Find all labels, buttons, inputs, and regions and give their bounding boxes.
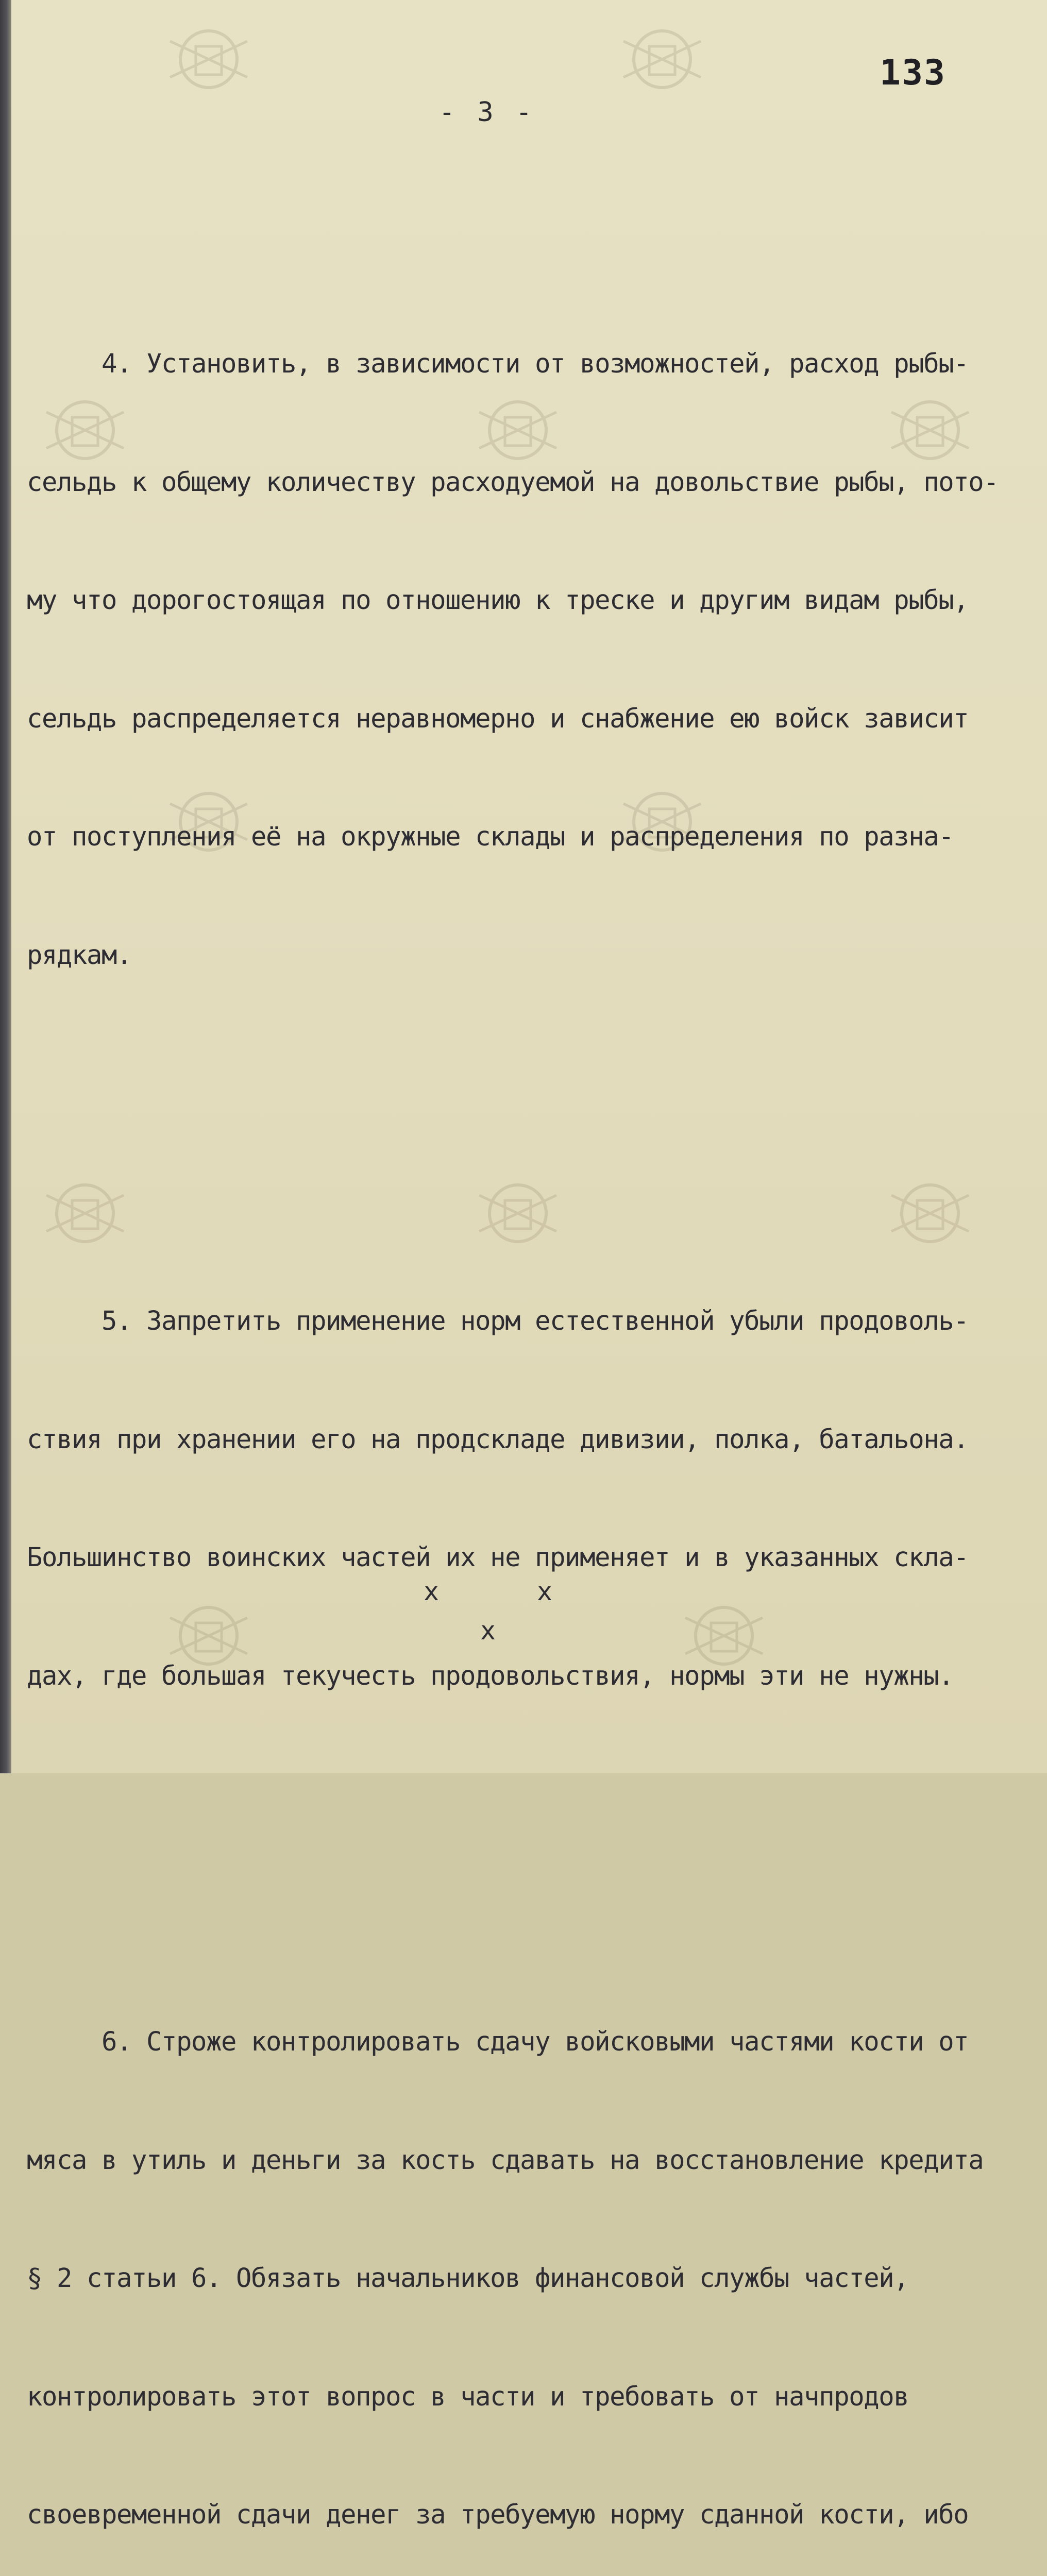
paragraph-6 <box>27 1943 1037 2576</box>
document-body <box>27 187 1037 2576</box>
text-line: мяса в утиль и деньги за кость сдавать на восстановление кредита <box>27 2144 984 2175</box>
text-line: Большинство воинских частей их не применяет и в указанных скла- <box>27 1542 969 1572</box>
text-line: ствия при хранении его на продскладе дивизии, полка, батальона. <box>27 1423 969 1454</box>
page-index: - 3 - <box>438 97 535 128</box>
text-line: контролировать этот вопрос в части и требовать от начпродов <box>27 2381 909 2412</box>
text-line: дах, где большая текучесть продовольствия, нормы эти не нужны. <box>27 1660 954 1691</box>
text-line: 6. Строже контролировать сдачу войсковыми частями кости от <box>27 2026 969 2057</box>
paragraph-5 <box>27 1223 1037 1774</box>
text-line: 4. Установить, в зависимости от возможностей, расход рыбы- <box>27 348 969 379</box>
text-line: сельдь распределяется неравномерно и снабжение ею войск зависит <box>27 703 969 734</box>
text-line: сельдь к общему количеству расходуемой на довольствие рыбы, пото- <box>27 466 999 497</box>
text-line: от поступления её на окружные склады и распределения по разна- <box>27 821 954 852</box>
text-line: 5. Запретить применение норм естественной убыли продоволь- <box>27 1306 969 1336</box>
text-line: своевременной сдачи денег за требуемую норму сданной кости, ибо <box>27 2499 969 2530</box>
text-line: рядкам. <box>27 939 132 970</box>
archive-page-number: 133 <box>880 53 946 93</box>
paragraph-4 <box>27 265 1037 1054</box>
text-line: § 2 статьи 6. Обязать начальников финансовой службы частей, <box>27 2263 909 2293</box>
closing-mark: x <box>480 1616 496 1646</box>
text-line: му что дорогостоящая по отношению к треске и другим видам рыбы, <box>27 585 969 615</box>
closing-mark: x <box>424 1577 440 1606</box>
binding-edge <box>0 0 11 1773</box>
closing-mark: x <box>537 1577 553 1606</box>
closing-marks <box>407 1577 562 1659</box>
